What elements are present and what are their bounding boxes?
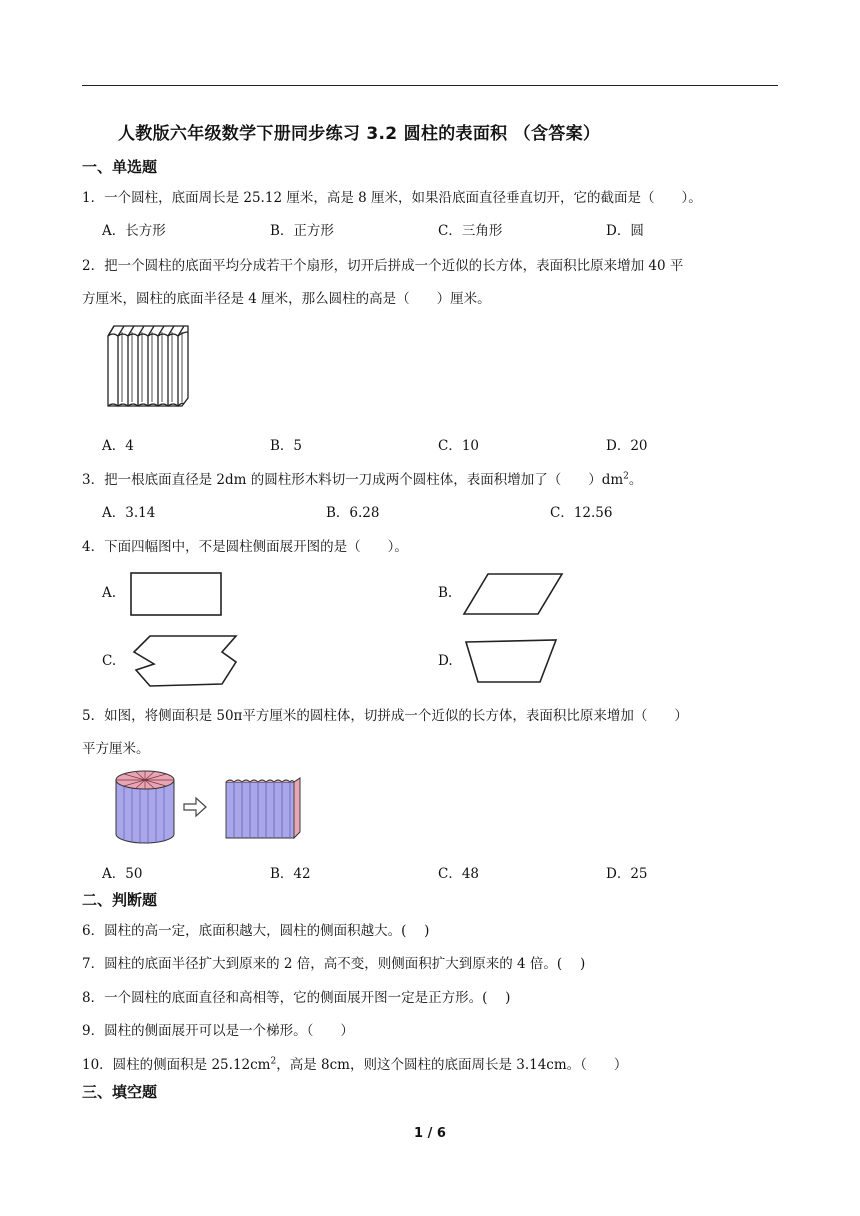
- question-5-line-2: 平方厘米。: [82, 741, 150, 757]
- q2-sliced-prism-figure: [104, 322, 194, 412]
- q1-option-a: A．长方形: [102, 223, 166, 239]
- question-5-line-1: 5．如图，将侧面积是 50π平方厘米的圆柱体，切拼成一个近似的长方体，表面积比原来增加（ ）: [82, 708, 688, 724]
- section-heading-fill-in: 三、填空题: [82, 1083, 158, 1101]
- q4-label-a: A.: [102, 585, 117, 601]
- document-title: 人教版六年级数学下册同步练习 3.2 圆柱的表面积 （含答案）: [118, 124, 601, 144]
- question-1: 1．一个圆柱，底面周长是 25.12 厘米，高是 8 厘米，如果沿底面直径垂直切开，它的截面是（ ）。: [82, 190, 702, 206]
- q3-option-b: B．6.28: [326, 505, 380, 521]
- q1-option-c: C．三角形: [438, 223, 503, 239]
- q4-label-d: D.: [438, 653, 453, 669]
- question-6: 6．圆柱的高一定，底面积越大，圆柱的侧面积越大。( ): [82, 923, 430, 939]
- q4-label-b: B.: [438, 585, 453, 601]
- q1-option-b: B．正方形: [270, 223, 334, 239]
- section-heading-true-false: 二、判断题: [82, 891, 158, 909]
- q3-option-a: A．3.14: [102, 505, 156, 521]
- q5-cylinder-to-prism-figure: [110, 766, 310, 848]
- page-number: 1 / 6: [414, 1126, 446, 1141]
- question-8: 8．一个圆柱的底面直径和高相等，它的侧面展开图一定是正方形。( ): [82, 990, 511, 1006]
- q3-option-c: C．12.56: [550, 505, 613, 521]
- q2-option-c: C．10: [438, 438, 480, 454]
- q4-label-c: C.: [102, 653, 117, 669]
- q5-option-a: A．50: [102, 866, 143, 882]
- q4-zigzag-shape: [130, 632, 242, 690]
- header-rule: [82, 85, 778, 86]
- question-4: 4．下面四幅图中，不是圆柱侧面展开图的是（ ）。: [82, 539, 408, 555]
- question-10: 10．圆柱的侧面积是 $25.12cm^2$，高是 8cm，则这个圆柱的底面周长是 3.14cm。（ ）: [82, 1056, 628, 1073]
- question-2-line-1: 2．把一个圆柱的底面平均分成若干个扇形，切开后拼成一个近似的长方体，表面积比原来增加 40 平: [82, 258, 684, 274]
- question-3: 3．把一根底面直径是 2dm 的圆柱形木料切一刀成两个圆柱体，表面积增加了（ ）$dm^2$。: [82, 471, 643, 488]
- q4-rectangle-shape: [128, 570, 224, 618]
- q1-option-d: D．圆: [606, 223, 644, 239]
- q2-option-a: A．4: [102, 438, 134, 454]
- section-heading-single-choice: 一、单选题: [82, 158, 158, 176]
- q4-trapezoid-shape: [462, 636, 560, 686]
- question-9: 9．圆柱的侧面展开可以是一个梯形。（ ）: [82, 1023, 354, 1039]
- q5-option-b: B．42: [270, 866, 311, 882]
- q2-option-b: B．5: [270, 438, 303, 454]
- q4-parallelogram-shape: [460, 570, 566, 618]
- q5-option-c: C．48: [438, 866, 480, 882]
- q5-option-d: D．25: [606, 866, 648, 882]
- question-7: 7．圆柱的底面半径扩大到原来的 2 倍，高不变，则侧面积扩大到原来的 4 倍。( ): [82, 956, 586, 972]
- question-2-line-2: 方厘米，圆柱的底面半径是 4 厘米，那么圆柱的高是（ ）厘米。: [82, 291, 491, 307]
- q2-option-d: D．20: [606, 438, 648, 454]
